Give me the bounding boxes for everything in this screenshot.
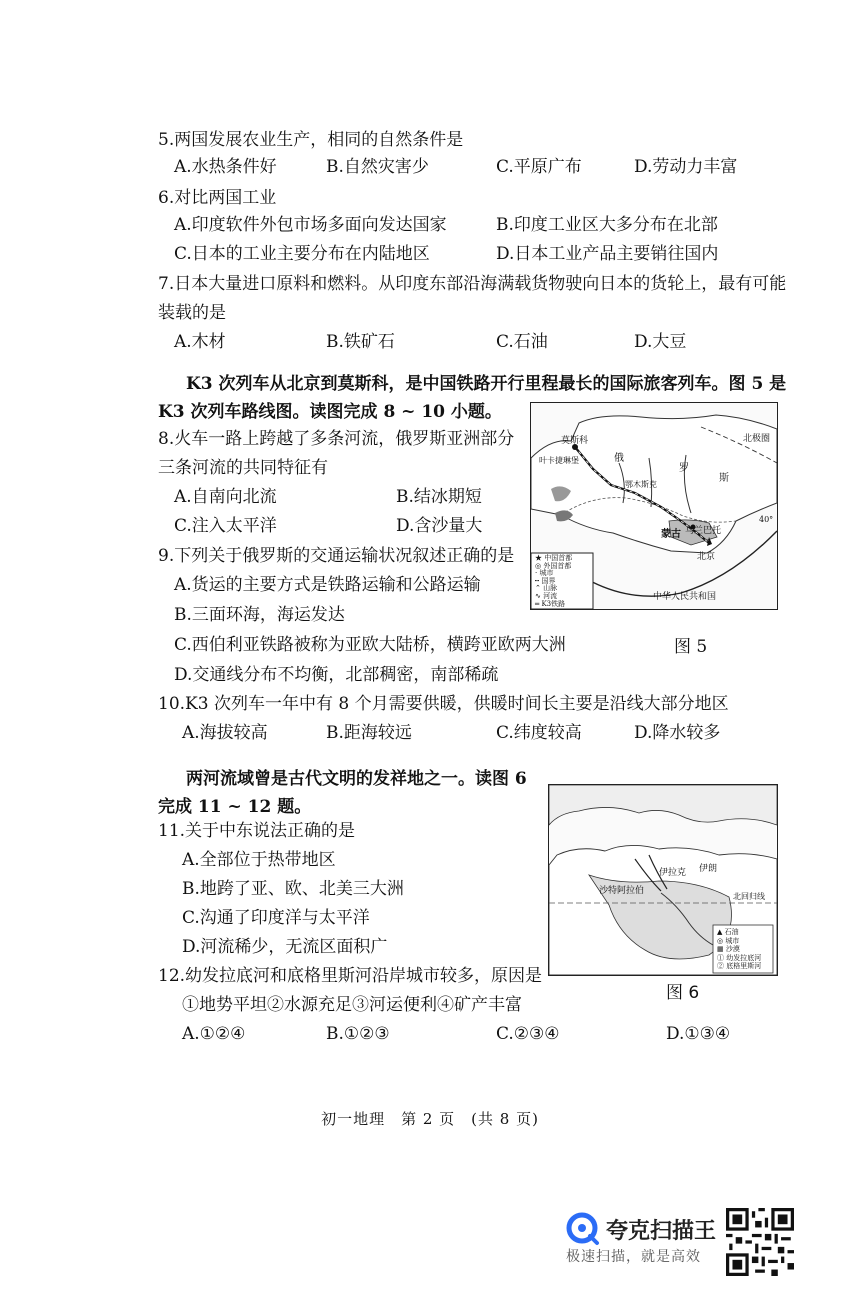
q11-option-a: A.全部位于热带地区 xyxy=(182,850,336,870)
legend-tigris: ② 底格里斯河 xyxy=(717,962,762,971)
label-lat40: 40° xyxy=(759,515,774,524)
q9-option-a: A.货运的主要方式是铁路运输和公路运输 xyxy=(174,575,481,595)
legend-k3-railway: ═ K3铁路 xyxy=(535,599,566,608)
legend-city: · 城市 xyxy=(535,569,554,578)
q12-stem: 12.幼发拉底河和底格里斯河沿岸城市较多，原因是 xyxy=(158,966,543,986)
legend-border: ┅ 国界 xyxy=(535,576,556,585)
q5-option-b: B.自然灾害少 xyxy=(326,157,429,177)
q12-option-c: C.②③④ xyxy=(496,1024,560,1044)
q5-option-c: C.平原广布 xyxy=(496,157,582,177)
qr-code-icon xyxy=(726,1208,794,1276)
label-iran: 伊朗 xyxy=(699,864,718,874)
figure5-legend xyxy=(535,555,572,608)
q8-option-d: D.含沙量大 xyxy=(396,516,483,536)
label-sverdlovsk: 叶卡捷琳堡 xyxy=(539,456,579,465)
q11-stem: 11.关于中东说法正确的是 xyxy=(158,821,356,841)
figure6-caption: 图 6 xyxy=(666,983,700,1003)
brand-slogan: 极速扫描，就是高效 xyxy=(566,1249,701,1265)
label-beijing: 北京 xyxy=(697,552,716,562)
q5-stem: 5.两国发展农业生产，相同的自然条件是 xyxy=(158,130,464,150)
q8-option-b: B.结冰期短 xyxy=(396,487,482,507)
q9-stem: 9.下列关于俄罗斯的交通运输状况叙述正确的是 xyxy=(158,546,515,566)
legend-river: ∿ 河流 xyxy=(535,591,558,600)
q12-option-a: A.①②④ xyxy=(182,1024,246,1044)
q6-option-b: B.印度工业区大多分布在北部 xyxy=(496,215,718,235)
q8-option-c: C.注入太平洋 xyxy=(174,516,277,536)
q7-option-d: D.大豆 xyxy=(634,332,687,352)
legend-euphrates: ① 幼发拉底河 xyxy=(717,953,762,962)
q11-option-c: C.沟通了印度洋与太平洋 xyxy=(182,908,370,928)
k3-intro-line2: K3 次列车路线图。读图完成 8 ~ 10 小题。 xyxy=(158,402,502,422)
page-footer: 初一地理 第 2 页 (共 8 页) xyxy=(321,1110,539,1128)
q8-option-a: A.自南向北流 xyxy=(174,487,277,507)
label-mongolia: 蒙古 xyxy=(661,529,681,540)
label-ulaanbaatar: 乌兰巴托 xyxy=(685,526,722,536)
label-china: 中华人民共和国 xyxy=(653,592,717,602)
q8-stem-line2: 三条河流的共同特征有 xyxy=(158,458,328,478)
q10-option-a: A.海拔较高 xyxy=(182,723,268,743)
label-russia-west: 俄 xyxy=(614,453,624,464)
q9-option-c: C.西伯利亚铁路被称为亚欧大陆桥，横跨亚欧两大洲 xyxy=(174,635,566,655)
label-iraq: 伊拉克 xyxy=(659,868,687,878)
label-tropic: 北回归线 xyxy=(733,892,765,901)
legend-mountain: ⌃ 山脉 xyxy=(535,584,558,593)
brand-name: 夸克扫描王 xyxy=(606,1219,717,1244)
q12-option-b: B.①②③ xyxy=(326,1024,390,1044)
q12-option-d: D.①③④ xyxy=(666,1024,731,1044)
q10-option-b: B.距海较远 xyxy=(326,723,412,743)
q10-stem: 10.K3 次列车一年中有 8 个月需要供暖，供暖时间长主要是沿线大部分地区 xyxy=(158,694,729,714)
q11-option-b: B.地跨了亚、欧、北美三大洲 xyxy=(182,879,404,899)
k3-intro-line1: K3 次列车从北京到莫斯科，是中国铁路开行里程最长的国际旅客列车。图 5 是 xyxy=(186,374,787,394)
q7-option-a: A.木材 xyxy=(174,332,226,352)
label-moscow: 莫斯科 xyxy=(561,436,589,446)
q8-stem-line1: 8.火车一路上跨越了多条河流，俄罗斯亚洲部分 xyxy=(158,429,515,449)
q7-option-b: B.铁矿石 xyxy=(326,332,395,352)
label-omsk: 鄂木斯克 xyxy=(625,480,657,489)
q11-option-d: D.河流稀少，无流区面积广 xyxy=(182,937,388,957)
q5-option-d: D.劳动力丰富 xyxy=(634,157,738,177)
figure6-middle-east-map xyxy=(548,784,778,976)
q12-choices: ①地势平坦②水源充足③河运便利④矿产丰富 xyxy=(182,995,522,1015)
label-russia-b: 斯 xyxy=(719,473,729,484)
legend-city: ◎ 城市 xyxy=(717,936,740,945)
figure5-k3-route-map xyxy=(530,402,778,610)
label-arctic-circle: 北极圈 xyxy=(743,434,771,444)
legend-china-capital: ★ 中国首都 xyxy=(535,554,573,562)
figure5-caption: 图 5 xyxy=(674,637,708,657)
mideast-intro-line1: 两河流域曾是古代文明的发祥地之一。读图 6 xyxy=(186,769,527,789)
q7-stem-line1: 7.日本大量进口原料和燃料。从印度东部沿海满载货物驶向日本的货轮上，最有可能 xyxy=(158,274,787,294)
label-saudi: 沙特阿拉伯 xyxy=(599,886,645,896)
q10-option-d: D.降水较多 xyxy=(634,723,721,743)
q6-option-a: A.印度软件外包市场多面向发达国家 xyxy=(174,215,447,235)
figure6-legend xyxy=(717,928,761,971)
q7-option-c: C.石油 xyxy=(496,332,548,352)
legend-oil: ▲ 石油 xyxy=(717,928,739,936)
q6-option-d: D.日本工业产品主要销往国内 xyxy=(496,244,719,264)
q6-option-c: C.日本的工业主要分布在内陆地区 xyxy=(174,244,430,264)
legend-foreign-capital: ◎ 外国首都 xyxy=(535,561,572,570)
q6-stem: 6.对比两国工业 xyxy=(158,188,277,208)
quark-logo-icon xyxy=(566,1212,600,1246)
q9-option-d: D.交通线分布不均衡，北部稠密，南部稀疏 xyxy=(174,665,499,685)
label-russia-a: 罗 xyxy=(679,463,689,474)
legend-desert: ▦ 沙漠 xyxy=(717,945,740,954)
q5-option-a: A.水热条件好 xyxy=(174,157,277,177)
q9-option-b: B.三面环海，海运发达 xyxy=(174,605,345,625)
q10-option-c: C.纬度较高 xyxy=(496,723,582,743)
mideast-intro-line2: 完成 11 ~ 12 题。 xyxy=(158,797,312,817)
q7-stem-line2: 装载的是 xyxy=(158,303,226,323)
